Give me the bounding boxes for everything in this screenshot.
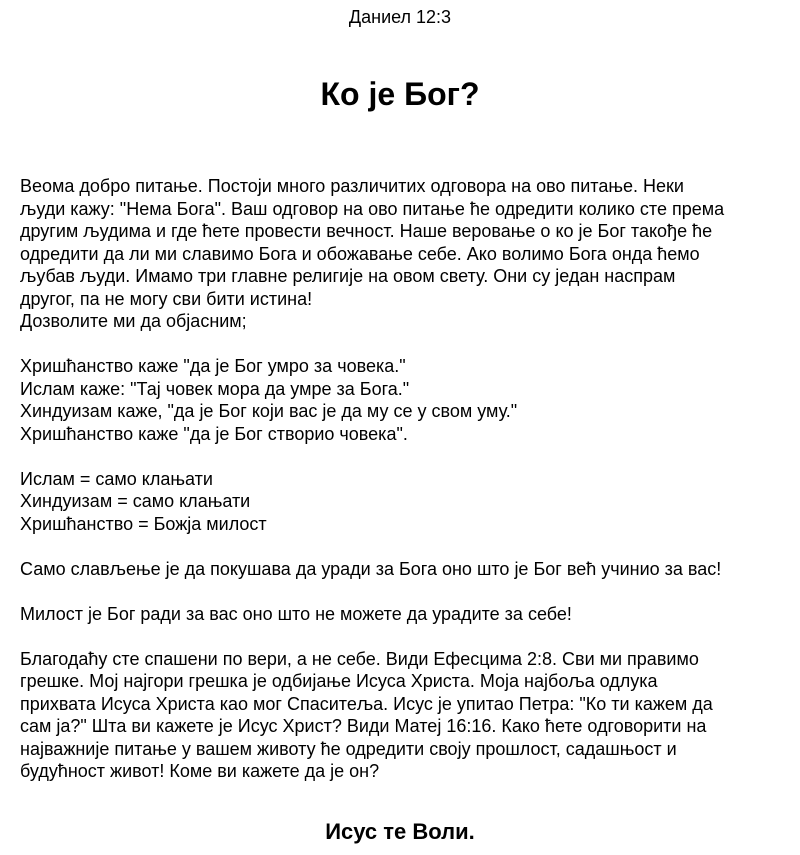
claim-line: Ислам каже: "Тај човек мора да умре за Бога." — [20, 378, 410, 399]
grace-statement: Милост је Бог ради за вас оно што не можете да урадите за себе! — [20, 603, 572, 624]
text-line: љубав људи. Имамо три главне религије на овом свету. Они су један наспрам — [20, 266, 676, 286]
spacer — [20, 333, 790, 356]
text-line: Веома добро питање. Постоји много различитих одговора на ово питање. Неки — [20, 176, 684, 196]
claim-line: Хришћанство каже "да је Бог створио човека". — [20, 423, 408, 444]
text-line: другим људима и где ћете провести вечност. Наше веровање о ко је Бог такође ће — [20, 221, 713, 241]
page-title: Ко је Бог? — [320, 76, 480, 112]
comparison-line: Хиндуизам = само клањати — [20, 491, 251, 511]
claim-line: Хиндуизам каже, "да је Бог који вас је да му се у свом уму." — [20, 401, 518, 421]
final-paragraph — [20, 648, 790, 783]
text-line: другог, па не могу сви бити истина! — [20, 288, 313, 309]
text-line: сам ја?" Шта ви кажете је Исус Христ? Види Матеј 16:16. Како ћете одговорити на — [20, 716, 707, 736]
self-worship-statement: Само слављење је да покушава да уради за Бога оно што је Бог већ учинио за вас! — [20, 558, 722, 579]
claim-line: Хришћанство каже "да је Бог умро за човека." — [20, 356, 406, 376]
intro-paragraph — [20, 175, 790, 333]
text-line: прихвата Исуса Христа као мог Спаситеља. Исус је упитао Петра: "Ко ти кажем да — [20, 693, 713, 714]
spacer — [20, 580, 790, 603]
spacer — [20, 445, 790, 468]
article-body — [20, 175, 790, 783]
text-line: одредити да ли ми славимо Бога и обожавање себе. Ако волимо Бога онда ћемо — [20, 243, 700, 264]
comparison-line: Хришћанство = Божја милост — [20, 513, 267, 534]
closing-line: Исус те Воли. — [325, 819, 475, 844]
scripture-reference: Даниел 12:3 — [348, 7, 452, 27]
text-line: најважније питање у вашем животу ће одредити своју прошлост, садашњост и — [20, 738, 677, 759]
text-line: људи кажу: "Нема Бога". Ваш одговор на ово питање ће одредити колико сте према — [20, 198, 725, 219]
text-line: Дозволите ми да објасним; — [20, 311, 247, 331]
religion-comparisons — [20, 468, 790, 536]
text-line: грешке. Мој најгори грешка је одбијање Исуса Христа. Моја најбоља одлука — [20, 671, 658, 691]
text-line: будућност живот! Коме ви кажете да је он? — [20, 761, 380, 781]
religion-claims — [20, 355, 790, 445]
spacer — [20, 625, 790, 648]
spacer — [20, 535, 790, 558]
text-line: Благодаћу сте спашени по вери, а не себе. Види Ефесцима 2:8. Сви ми правимо — [20, 648, 699, 669]
comparison-line: Ислам = само клањати — [20, 468, 213, 489]
